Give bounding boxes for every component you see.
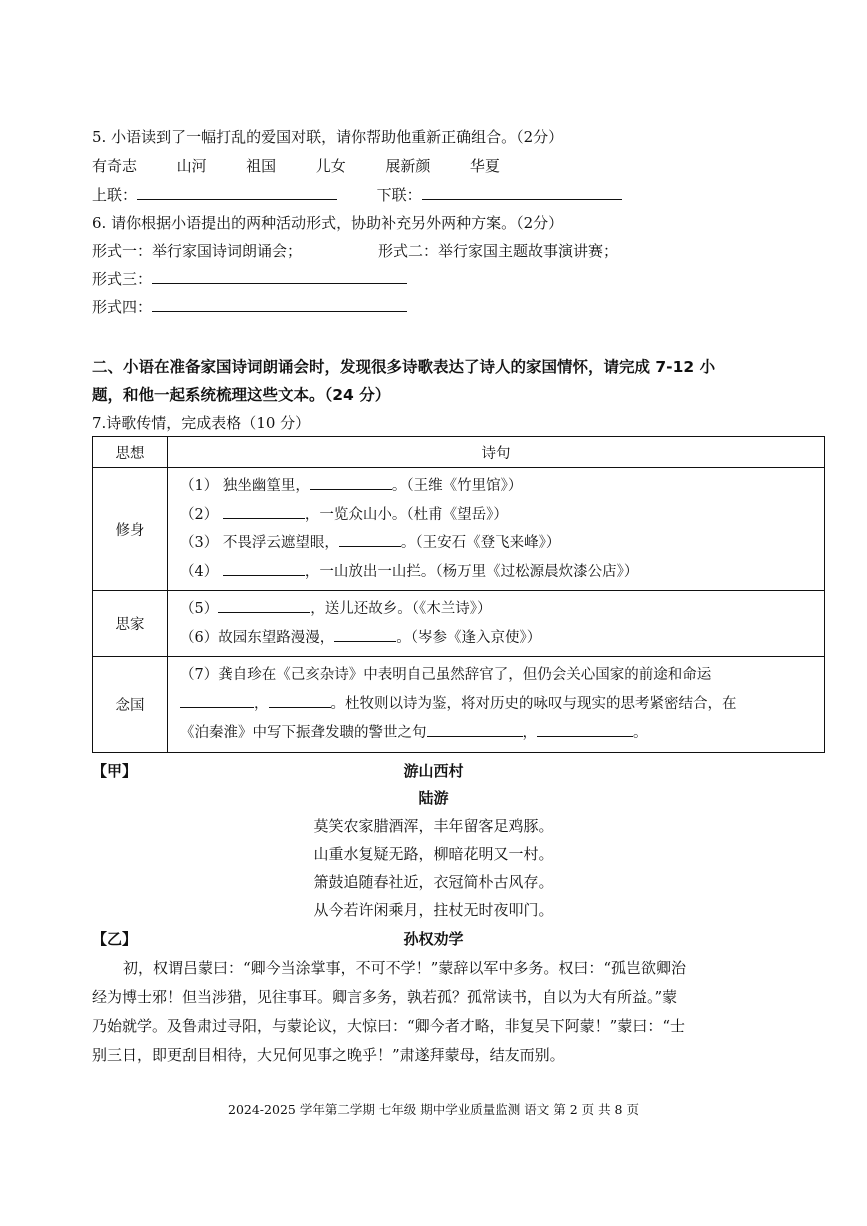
verse-row-5: （5） ，送儿还故乡。（《木兰诗》） — [180, 595, 812, 624]
blank-5[interactable] — [218, 598, 310, 613]
patriotism-cell — [168, 657, 825, 753]
yi-text-line: 经为博士邪！但当涉猎，见往事耳。卿言多务，孰若孤？孤常读书，自以为大有所益。”蒙 — [92, 988, 678, 1006]
q7-title: 7.诗歌传情，完成表格（10 分） — [92, 414, 311, 432]
blank-7a[interactable] — [180, 693, 254, 708]
verse-row-3: （3） 不畏浮云遮望眼， 。（王安石《登飞来峰》） — [180, 529, 812, 558]
yi-text-title: 孙权劝学 — [403, 930, 464, 948]
q6-form2: 形式二：举行家国主题故事演讲赛； — [378, 242, 619, 260]
verse-row-7-line2: ， 。杜牧则以诗为鉴，将对历史的咏叹与现实的思考紧密结合，在 — [180, 690, 812, 719]
verse-row-1: （1） 独坐幽篁里， 。（王维《竹里馆》） — [180, 472, 812, 501]
jia-poem-line: 箫鼓追随春社近，衣冠简朴古风存。 — [313, 873, 554, 891]
lower-couplet-label: 下联： — [376, 186, 422, 204]
yi-text-line: 乃始就学。及鲁肃过寻阳，与蒙论议，大惊曰：“卿今者才略，非复吴下阿蒙！”蒙曰：“士 — [92, 1017, 686, 1035]
blank-7b[interactable] — [269, 693, 331, 708]
verse-row-2: （2） ，一览众山小。（杜甫《望岳》） — [180, 501, 812, 530]
q5-word: 有奇志 — [92, 157, 138, 175]
blank-7c[interactable] — [427, 722, 523, 737]
q5-word: 儿女 — [315, 157, 346, 175]
blank-6[interactable] — [334, 627, 396, 642]
header-verse: 诗句 — [168, 437, 825, 468]
q6-form3-blank[interactable] — [152, 269, 407, 284]
blank-4[interactable] — [223, 561, 305, 576]
blank-2[interactable] — [223, 504, 305, 519]
q5-word: 山河 — [176, 157, 207, 175]
category-self-cultivation: 修身 — [93, 468, 168, 591]
q6-form4-blank[interactable] — [152, 297, 407, 312]
upper-couplet-blank[interactable] — [137, 185, 337, 200]
upper-couplet-label: 上联： — [92, 186, 138, 204]
q5-title: 5. 小语读到了一幅打乱的爱国对联，请你帮助他重新正确组合。（2分） — [92, 128, 564, 146]
category-patriotism: 念国 — [93, 657, 168, 753]
q5-word: 祖国 — [246, 157, 277, 175]
self-cultivation-cell — [168, 468, 825, 591]
q5-word: 展新颜 — [385, 157, 431, 175]
verse-row-7-line3: 《泊秦淮》中写下振聋发聩的警世之句 ， 。 — [180, 719, 812, 748]
header-thought: 思想 — [93, 437, 168, 468]
verse-row-7-line1: （7）龚自珍在《己亥杂诗》中表明自己虽然辞官了，但仍会关心国家的前途和命运 — [180, 667, 712, 683]
blank-7d[interactable] — [537, 722, 633, 737]
section2-heading-line1: 二、小语在准备家国诗词朗诵会时，发现很多诗歌表达了诗人的家国情怀，请完成 7-12 小 — [92, 358, 716, 376]
jia-poem-line: 莫笑农家腊酒浑，丰年留客足鸡豚。 — [313, 817, 554, 835]
q5-word-list — [92, 155, 500, 177]
category-homesick: 思家 — [93, 591, 168, 657]
yi-text-line: 别三日，即更刮目相待，大兄何见事之晚乎！”肃遂拜蒙母，结友而别。 — [92, 1046, 565, 1064]
page-footer: 2024-2025 学年第二学期 七年级 期中学业质量监测 语文 第 2 页 共 8 页 — [228, 1102, 639, 1117]
yi-tag: 【乙】 — [92, 930, 138, 948]
section2-heading-line2: 题，和他一起系统梳理这些文本。（24 分） — [92, 386, 391, 404]
lower-couplet-blank[interactable] — [422, 185, 622, 200]
q5-answer-row — [92, 184, 622, 206]
poem-table — [92, 436, 825, 753]
jia-poem-author: 陆游 — [418, 789, 449, 807]
jia-poem-line: 从今若许闲乘月，拄杖无时夜叩门。 — [313, 901, 554, 919]
homesick-cell — [168, 591, 825, 657]
jia-poem-line: 山重水复疑无路，柳暗花明又一村。 — [313, 845, 554, 863]
jia-tag: 【甲】 — [92, 762, 138, 780]
jia-poem-title: 游山西村 — [403, 762, 464, 780]
verse-row-4: （4） ，一山放出一山拦。（杨万里《过松源晨炊漆公店》） — [180, 558, 812, 587]
q5-word: 华夏 — [469, 157, 500, 175]
q6-form3-row — [92, 268, 407, 290]
q6-form4-row — [92, 296, 407, 318]
q6-form1: 形式一：举行家国诗词朗诵会； — [92, 242, 303, 260]
q6-form4-label: 形式四： — [92, 298, 153, 316]
blank-1[interactable] — [310, 475, 392, 490]
q6-title: 6. 请你根据小语提出的两种活动形式，协助补充另外两种方案。（2分） — [92, 214, 564, 232]
verse-row-6: （6）故园东望路漫漫， 。（岑参《逢入京使》） — [180, 624, 812, 653]
blank-3[interactable] — [339, 532, 401, 547]
yi-text-line: 初，权谓吕蒙曰：“卿今当涂掌事，不可不学！”蒙辞以军中多务。权曰：“孤岂欲卿治 — [123, 959, 687, 977]
q6-form3-label: 形式三： — [92, 270, 153, 288]
